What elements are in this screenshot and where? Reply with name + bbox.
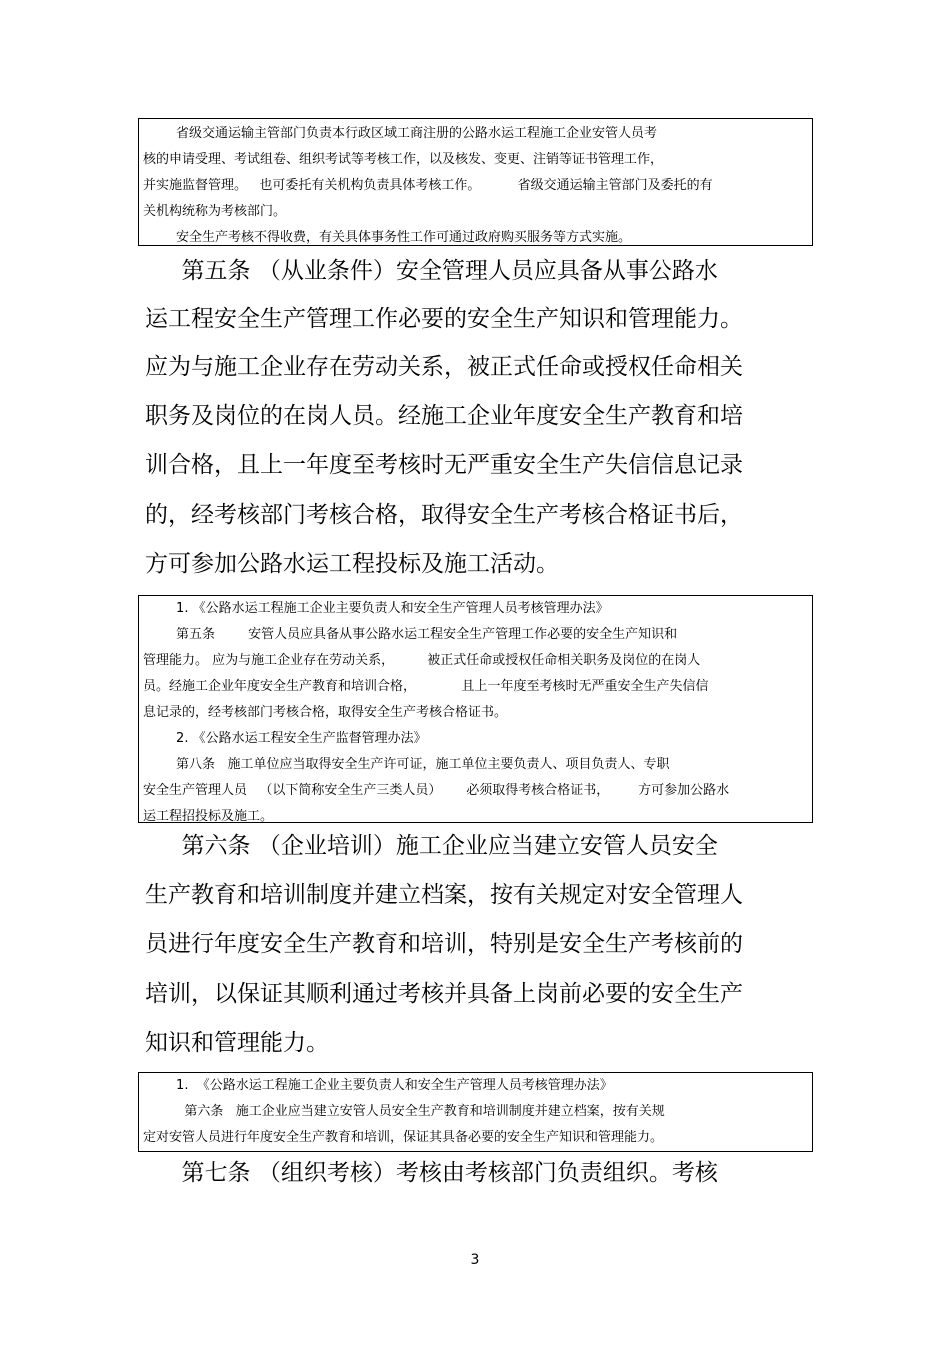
- article6-line: 生产教育和培训制度并建立档案，按有关规定对安全管理人: [145, 882, 743, 908]
- box2-line: 2. 《公路水运工程安全生产监督管理办法》: [143, 731, 427, 746]
- article5-line: 方可参加公路水运工程投标及施工活动。: [145, 551, 559, 577]
- box2-line: 管理能力。 应为与施工企业存在劳动关系， 被正式任命或授权任命相关职务及岗位的在岗人: [143, 653, 701, 668]
- box1-line: 核的申请受理、考试组卷、组织考试等考核工作，以及核发、变更、注销等证书管理工作，: [143, 152, 664, 167]
- citation-box-3: [138, 1072, 813, 1152]
- article6-line: 第六条 （企业培训）施工企业应当建立安管人员安全: [145, 833, 718, 859]
- article5-line: 运工程安全生产管理工作必要的安全生产知识和管理能力。: [145, 306, 743, 332]
- article5-line: 职务及岗位的在岗人员。经施工企业年度安全生产教育和培: [145, 403, 743, 429]
- box2-line: 安全生产管理人员 （以下简称安全生产三类人员） 必须取得考核合格证书， 方可参加公路水: [143, 783, 730, 798]
- box2-line: 员。经施工企业年度安全生产教育和培训合格， 且上一年度至考核时无严重安全生产失信信: [143, 679, 709, 694]
- box3-line: 1. 《公路水运工程施工企业主要负责人和安全生产管理人员考核管理办法》: [143, 1078, 613, 1093]
- box2-line: 运工程招投标及施工。: [143, 809, 274, 824]
- box2-line: 第八条 施工单位应当取得安全生产许可证，施工单位主要负责人、项目负责人、专职: [143, 757, 670, 772]
- box1-line: 并实施监督管理。 也可委托有关机构负责具体考核工作。 省级交通运输主管部门及委托的有: [143, 178, 713, 193]
- box2-line: 1. 《公路水运工程施工企业主要负责人和安全生产管理人员考核管理办法》: [143, 601, 609, 616]
- box1-line: 关机构统称为考核部门。: [143, 204, 287, 219]
- article5-line: 第五条 （从业条件）安全管理人员应具备从事公路水: [145, 258, 718, 284]
- article6-line: 培训，以保证其顺利通过考核并具备上岗前必要的安全生产: [145, 981, 743, 1007]
- article6-line: 知识和管理能力。: [145, 1030, 329, 1056]
- box1-line: 安全生产考核不得收费，有关具体事务性工作可通过政府购买服务等方式实施。: [143, 230, 632, 245]
- box2-line: 息记录的，经考核部门考核合格，取得安全生产考核合格证书。: [143, 705, 508, 720]
- article5-line: 训合格，且上一年度至考核时无严重安全生产失信信息记录: [145, 452, 743, 478]
- citation-box-1: [138, 118, 813, 246]
- article6-line: 员进行年度安全生产教育和培训，特别是安全生产考核前的: [145, 931, 743, 957]
- box3-line: 第六条 施工企业应当建立安管人员安全生产教育和培训制度并建立档案，按有关规: [143, 1104, 665, 1119]
- box1-line: 省级交通运输主管部门负责本行政区域工商注册的公路水运工程施工企业安管人员考: [143, 126, 658, 141]
- article5-line: 应为与施工企业存在劳动关系，被正式任命或授权任命相关: [145, 354, 743, 380]
- citation-box-2: [138, 595, 813, 823]
- article5-line: 的，经考核部门考核合格，取得安全生产考核合格证书后，: [145, 502, 743, 528]
- article7-line: 第七条 （组织考核）考核由考核部门负责组织。考核: [145, 1160, 718, 1186]
- box3-line: 定对安管人员进行年度安全生产教育和培训，保证其具备必要的安全生产知识和管理能力。: [143, 1130, 664, 1145]
- page-number: 3: [470, 1252, 480, 1268]
- box2-line: 第五条 安管人员应具备从事公路水运工程安全生产管理工作必要的安全生产知识和: [143, 627, 678, 642]
